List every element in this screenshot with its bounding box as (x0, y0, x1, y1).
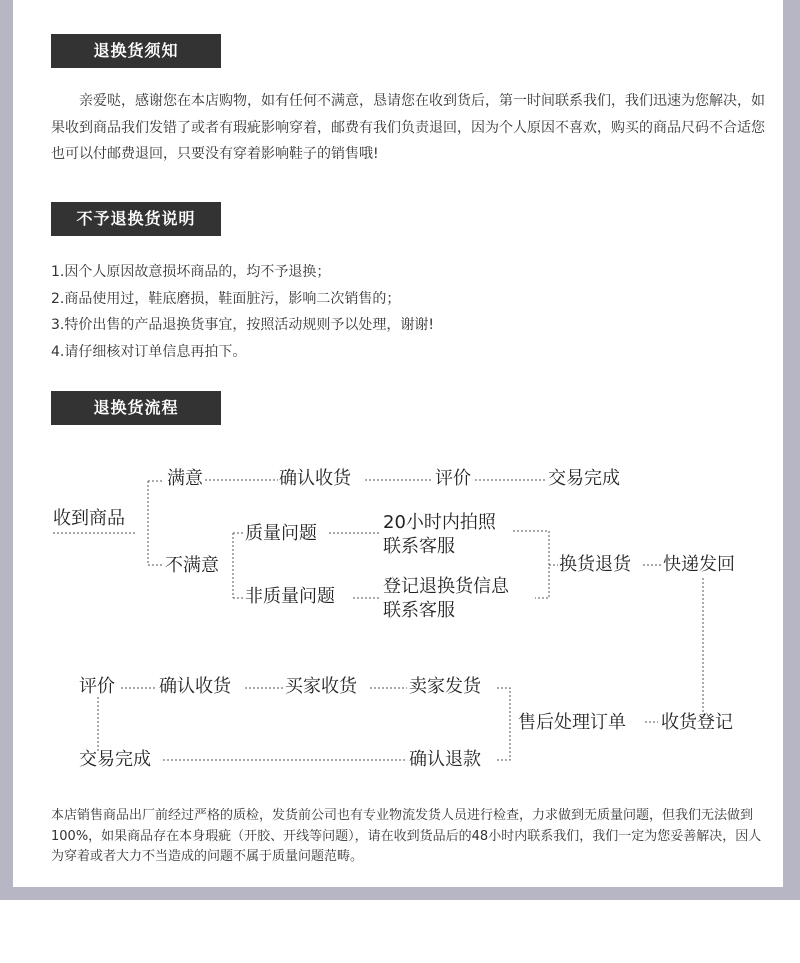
footer-note: 本店销售商品出厂前经过严格的质检，发货前公司也有专业物流发货人员进行检查，力求做到无质量问题，但我们无法做到100%，如果商品存在本身瑕疵（开胶、开线等问题），请在收到货品后的48小时内联系我们，我们一定为您妥善解决，因人为穿着或者大力不当造成的问题不属于质量问题范畴。 (51, 808, 762, 864)
flow-node-receive-goods: 收到商品 (53, 508, 125, 529)
return-policy-text: 亲爱哒，感谢您在本店购物，如有任何不满意，恳请您在收到货后，第一时间联系我们，我们迅速为您解决，如果收到商品我们发错了或者有瑕疵影响穿着，邮费有我们负责退回，因为个人原因不喜欢，购买的商品尺码不合适您也可以付邮费退回，只要没有穿着影响鞋子的销售哦! (51, 93, 765, 162)
flow-node-photo-20h: 20小时内拍照 (383, 512, 496, 533)
flow-node-confirm-receipt: 确认收货 (279, 468, 351, 489)
section-title-return-policy: 退换货须知 (51, 34, 221, 68)
flow-node-deal-done: 交易完成 (79, 749, 151, 770)
flow-node-satisfied: 满意 (167, 468, 203, 489)
flow-node-confirm-receipt: 确认收货 (159, 676, 231, 697)
flow-node-register-info: 登记退换货信息 (383, 576, 509, 597)
list-item: 3.特价出售的产品退换货事宜，按照活动规则予以处理，谢谢! (51, 317, 434, 333)
flow-node-express-back: 快递发回 (663, 554, 735, 575)
flow-node-after-sale-order: 售后处理订单 (518, 712, 626, 733)
flow-node-contact-cs: 联系客服 (383, 600, 455, 621)
flow-node-review: 评价 (435, 468, 471, 489)
list-item: 4.请仔细核对订单信息再拍下。 (51, 343, 247, 360)
list-item: 2.商品使用过，鞋底磨损，鞋面脏污，影响二次销售的； (51, 290, 401, 307)
flow-node-review: 评价 (79, 676, 115, 697)
flow-node-contact-cs: 联系客服 (383, 536, 455, 557)
section-title-no-return: 不予退换货说明 (51, 202, 221, 236)
flow-node-non-quality-issue: 非质量问题 (245, 586, 335, 607)
flow-node-receipt-register: 收货登记 (661, 712, 733, 733)
list-item: 1.因个人原因故意损坏商品的，均不予退换； (51, 264, 331, 280)
flow-node-deal-done: 交易完成 (548, 468, 620, 489)
flow-node-unsatisfied: 不满意 (165, 555, 219, 576)
section-title-process: 退换货流程 (51, 391, 221, 425)
flow-node-seller-ship: 卖家发货 (409, 676, 481, 697)
flow-node-confirm-refund: 确认退款 (409, 749, 481, 770)
flow-node-exchange-return: 换货退货 (559, 554, 631, 575)
flow-node-buyer-receive: 买家收货 (285, 676, 357, 697)
content-panel (13, 0, 783, 887)
flow-node-quality-issue: 质量问题 (245, 523, 317, 544)
